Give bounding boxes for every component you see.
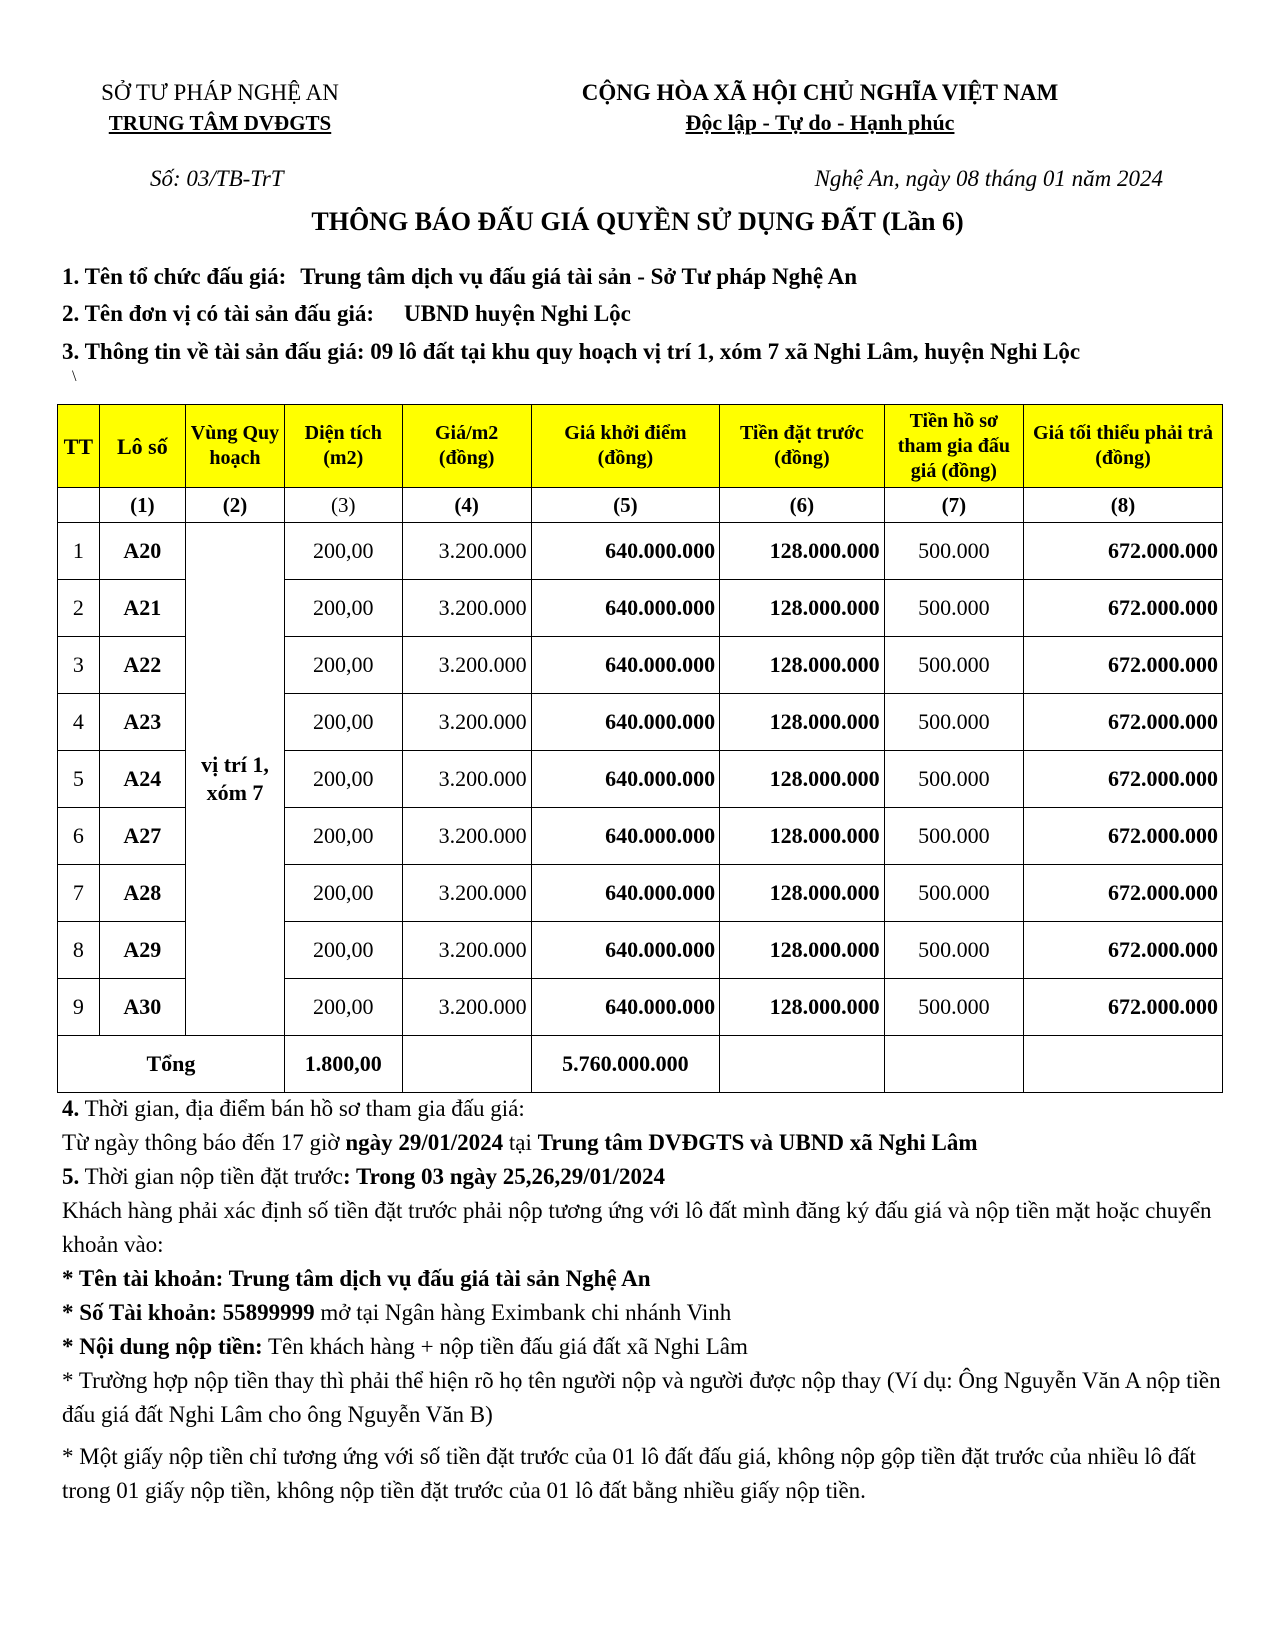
national-motto <box>520 78 1120 138</box>
table-total-row <box>58 1036 1223 1093</box>
issuing-org <box>60 78 380 138</box>
cell-price-m2: 3.200.000 <box>402 865 531 922</box>
cell-min-price: 672.000.000 <box>1024 979 1223 1036</box>
col-header: Tiền hồ sơ tham gia đấu giá (đồng) <box>884 405 1024 488</box>
cell-start-price: 640.000.000 <box>531 637 719 694</box>
section-5-label: Thời gian nộp tiền đặt trước <box>79 1164 344 1189</box>
total-empty-cell <box>1024 1036 1223 1093</box>
col-header: Tiền đặt trước (đồng) <box>720 405 884 488</box>
col-number: (6) <box>720 488 884 523</box>
cell-deposit: 128.000.000 <box>720 979 884 1036</box>
payment-content <box>62 1330 1222 1364</box>
cell-min-price: 672.000.000 <box>1024 808 1223 865</box>
cell-lot: A28 <box>99 865 185 922</box>
auction-lots-table <box>57 404 1223 1093</box>
cell-deposit: 128.000.000 <box>720 580 884 637</box>
cell-deposit: 128.000.000 <box>720 808 884 865</box>
col-header: Giá/m2 (đồng) <box>402 405 531 488</box>
cell-min-price: 672.000.000 <box>1024 751 1223 808</box>
note-single-lot: * Một giấy nộp tiền chỉ tương ứng với số tiền đặt trước của 01 lô đất đấu giá, không nộp gộp tiền đặt trước của nhiều lô đất trong 01 giấy nộp tiền, không nộp tiền đặt trước của 01 lô đất bằng nhiều giấy nộp tiền. <box>62 1444 1196 1503</box>
cell-tt: 9 <box>58 979 100 1036</box>
info-item-2-value: UBND huyện Nghi Lộc <box>404 301 631 326</box>
cell-start-price: 640.000.000 <box>531 865 719 922</box>
cell-min-price: 672.000.000 <box>1024 580 1223 637</box>
col-number: (7) <box>884 488 1024 523</box>
cell-start-price: 640.000.000 <box>531 751 719 808</box>
table-row <box>58 523 1223 580</box>
cell-lot: A21 <box>99 580 185 637</box>
section-5-heading <box>62 1160 1222 1194</box>
col-number: (3) <box>284 488 402 523</box>
col-number: (4) <box>402 488 531 523</box>
section-4-text: Từ ngày thông báo đến 17 giờ <box>62 1130 346 1155</box>
cell-area: 200,00 <box>284 865 402 922</box>
cell-start-price: 640.000.000 <box>531 922 719 979</box>
cell-lot: A30 <box>99 979 185 1036</box>
cell-lot: A29 <box>99 922 185 979</box>
cell-tt: 5 <box>58 751 100 808</box>
total-label: Tổng <box>58 1036 285 1093</box>
cell-deposit: 128.000.000 <box>720 922 884 979</box>
cell-price-m2: 3.200.000 <box>402 922 531 979</box>
section-5-number: 5. <box>62 1164 80 1189</box>
cell-area: 200,00 <box>284 808 402 865</box>
country-name: CỘNG HÒA XÃ HỘI CHỦ NGHĨA VIỆT NAM <box>581 80 1059 105</box>
cell-price-m2: 3.200.000 <box>402 808 531 865</box>
section-5-value: : Trong 03 ngày 25,26,29/01/2024 <box>343 1164 666 1189</box>
document-number: Số: 03/TB-TrT <box>150 166 284 191</box>
cell-start-price: 640.000.000 <box>531 694 719 751</box>
cell-area: 200,00 <box>284 694 402 751</box>
cell-start-price: 640.000.000 <box>531 523 719 580</box>
payment-content-value: Tên khách hàng + nộp tiền đấu giá đất xã Nghi Lâm <box>262 1334 748 1359</box>
total-area: 1.800,00 <box>284 1036 402 1093</box>
org-ministry: SỞ TƯ PHÁP NGHỆ AN <box>101 80 339 105</box>
cell-tt: 1 <box>58 523 100 580</box>
cell-start-price: 640.000.000 <box>531 979 719 1036</box>
cell-lot: A20 <box>99 523 185 580</box>
info-item-1-label: 1. Tên tổ chức đấu giá: <box>62 264 287 289</box>
cell-min-price: 672.000.000 <box>1024 694 1223 751</box>
cell-fee: 500.000 <box>884 808 1024 865</box>
cell-area: 200,00 <box>284 979 402 1036</box>
section-4-heading <box>62 1092 1222 1126</box>
cell-tt: 2 <box>58 580 100 637</box>
col-number <box>58 488 100 523</box>
section-5 <box>62 1160 1222 1508</box>
col-header: Vùng Quy hoạch <box>186 405 285 488</box>
cell-lot: A23 <box>99 694 185 751</box>
info-item-3: 3. Thông tin về tài sản đấu giá: 09 lô đất tại khu quy hoạch vị trí 1, xóm 7 xã Nghi Lâm, huyện Nghi Lộc <box>62 339 1081 364</box>
cell-price-m2: 3.200.000 <box>402 523 531 580</box>
cell-area: 200,00 <box>284 523 402 580</box>
total-start-price: 5.760.000.000 <box>531 1036 719 1093</box>
cell-start-price: 640.000.000 <box>531 808 719 865</box>
account-number <box>62 1296 1222 1330</box>
col-number: (5) <box>531 488 719 523</box>
cell-area: 200,00 <box>284 751 402 808</box>
cell-zone: vị trí 1, xóm 7 <box>186 523 285 1036</box>
cell-price-m2: 3.200.000 <box>402 580 531 637</box>
col-header: Diện tích (m2) <box>284 405 402 488</box>
col-header: Giá tối thiểu phải trả (đồng) <box>1024 405 1223 488</box>
col-number: (1) <box>99 488 185 523</box>
note-proxy-payment: * Trường hợp nộp tiền thay thì phải thể hiện rõ họ tên người nộp và người được nộp thay (Ví dụ: Ông Nguyễn Văn A nộp tiền đấu giá đất Nghi Lâm cho ông Nguyễn Văn B) <box>62 1368 1221 1427</box>
info-item-1-value: Trung tâm dịch vụ đấu giá tài sản - Sở Tư pháp Nghệ An <box>300 264 857 289</box>
cell-deposit: 128.000.000 <box>720 694 884 751</box>
account-number-label: * Số Tài khoản: 55899999 <box>62 1300 315 1325</box>
cell-area: 200,00 <box>284 580 402 637</box>
motto: Độc lập - Tự do - Hạnh phúc <box>685 110 955 135</box>
payment-content-label: * Nội dung nộp tiền: <box>62 1334 263 1359</box>
section-4-text: tại <box>503 1130 538 1155</box>
section-4 <box>62 1092 1222 1160</box>
cell-fee: 500.000 <box>884 922 1024 979</box>
cell-price-m2: 3.200.000 <box>402 694 531 751</box>
section-5-text: Khách hàng phải xác định số tiền đặt trước phải nộp tương ứng với lô đất mình đăng ký đấu giá và nộp tiền mặt hoặc chuyển khoản vào: <box>62 1198 1212 1257</box>
section-4-label: Thời gian, địa điểm bán hồ sơ tham gia đấu giá: <box>79 1096 525 1121</box>
cell-fee: 500.000 <box>884 979 1024 1036</box>
cell-tt: 3 <box>58 637 100 694</box>
cell-deposit: 128.000.000 <box>720 523 884 580</box>
section-4-number: 4. <box>62 1096 80 1121</box>
cell-area: 200,00 <box>284 637 402 694</box>
table-header-row <box>58 405 1223 488</box>
cell-min-price: 672.000.000 <box>1024 922 1223 979</box>
cell-deposit: 128.000.000 <box>720 751 884 808</box>
cell-lot: A27 <box>99 808 185 865</box>
org-center: TRUNG TÂM DVĐGTS <box>108 111 332 135</box>
col-header: TT <box>58 405 100 488</box>
cell-tt: 7 <box>58 865 100 922</box>
col-header: Lô số <box>99 405 185 488</box>
col-header: Giá khởi điểm (đồng) <box>531 405 719 488</box>
document-title: THÔNG BÁO ĐẤU GIÁ QUYỀN SỬ DỤNG ĐẤT (Lần 6) <box>311 207 964 236</box>
info-item-2-label: 2. Tên đơn vị có tài sản đấu giá: <box>62 301 375 326</box>
cell-area: 200,00 <box>284 922 402 979</box>
info-item-2 <box>62 301 631 327</box>
section-4-date: ngày 29/01/2024 <box>345 1130 504 1155</box>
cell-fee: 500.000 <box>884 865 1024 922</box>
account-name-text: * Tên tài khoản: Trung tâm dịch vụ đấu giá tài sản Nghệ An <box>62 1266 651 1291</box>
account-bank: mở tại Ngân hàng Eximbank chi nhánh Vinh <box>314 1300 732 1325</box>
info-item-1 <box>62 264 857 290</box>
stray-mark: \ <box>72 368 77 385</box>
account-name <box>62 1262 1222 1296</box>
cell-tt: 8 <box>58 922 100 979</box>
cell-fee: 500.000 <box>884 580 1024 637</box>
column-number-row <box>58 488 1223 523</box>
cell-lot: A24 <box>99 751 185 808</box>
cell-deposit: 128.000.000 <box>720 637 884 694</box>
cell-fee: 500.000 <box>884 523 1024 580</box>
cell-min-price: 672.000.000 <box>1024 637 1223 694</box>
total-empty-cell <box>884 1036 1024 1093</box>
cell-start-price: 640.000.000 <box>531 580 719 637</box>
cell-fee: 500.000 <box>884 637 1024 694</box>
cell-price-m2: 3.200.000 <box>402 751 531 808</box>
total-empty-cell <box>720 1036 884 1093</box>
cell-fee: 500.000 <box>884 694 1024 751</box>
cell-min-price: 672.000.000 <box>1024 523 1223 580</box>
section-4-place: Trung tâm DVĐGTS và UBND xã Nghi Lâm <box>537 1130 978 1155</box>
cell-price-m2: 3.200.000 <box>402 979 531 1036</box>
cell-tt: 4 <box>58 694 100 751</box>
cell-lot: A22 <box>99 637 185 694</box>
col-number: (2) <box>186 488 285 523</box>
cell-price-m2: 3.200.000 <box>402 637 531 694</box>
cell-fee: 500.000 <box>884 751 1024 808</box>
col-number: (8) <box>1024 488 1223 523</box>
document-date: Nghệ An, ngày 08 tháng 01 năm 2024 <box>814 166 1163 191</box>
total-empty-cell <box>402 1036 531 1093</box>
cell-tt: 6 <box>58 808 100 865</box>
cell-deposit: 128.000.000 <box>720 865 884 922</box>
cell-min-price: 672.000.000 <box>1024 865 1223 922</box>
section-4-detail <box>62 1126 1222 1160</box>
